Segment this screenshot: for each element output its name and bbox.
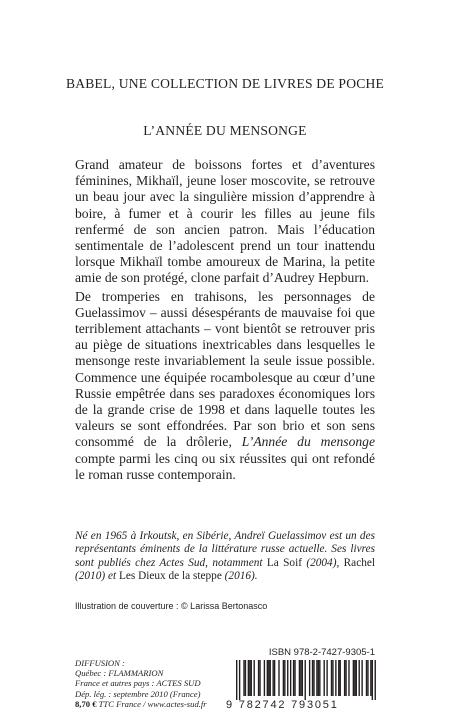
barcode-bar bbox=[272, 660, 273, 696]
barcode-bar bbox=[335, 660, 336, 696]
barcode-bar bbox=[331, 660, 332, 696]
barcode-bar bbox=[340, 660, 341, 696]
synopsis-paragraph-2 bbox=[75, 289, 375, 483]
synopsis-paragraph-2-end: compte parmi les cinq ou six réussites qui ont refondé le roman russe contemporain. bbox=[75, 450, 375, 482]
barcode-bar bbox=[318, 660, 319, 696]
barcode-bar bbox=[356, 660, 357, 696]
price-line bbox=[75, 699, 225, 709]
barcode-bar bbox=[290, 660, 291, 696]
barcode-bar bbox=[274, 660, 275, 696]
barcode-bar bbox=[239, 660, 240, 700]
barcode-bar bbox=[344, 660, 345, 696]
collection-title: BABEL, UNE COLLECTION DE LIVRES DE POCHE bbox=[66, 76, 384, 91]
barcode-bar bbox=[353, 660, 354, 696]
author-bio-text: Né en 1965 à Irkoutsk, en Sibérie, Andreï Guelassimov est un des représentants éminents de la littérature russe actuelle. Ses livres sont publiés chez Actes Sud, notamment bbox=[75, 530, 375, 569]
barcode-bar bbox=[302, 660, 303, 696]
barcode-bar bbox=[309, 660, 310, 696]
barcode-bar bbox=[284, 660, 285, 696]
barcode-bar bbox=[332, 660, 333, 696]
barcode-bar bbox=[249, 660, 250, 696]
barcode-bar bbox=[359, 660, 360, 696]
barcode-bar bbox=[361, 660, 362, 696]
barcode-bar bbox=[248, 660, 249, 696]
price-amount: 8,70 € bbox=[75, 698, 97, 709]
synopsis bbox=[75, 157, 375, 483]
barcode-bar bbox=[348, 660, 349, 696]
barcode-bar bbox=[324, 660, 325, 696]
barcode-bar bbox=[312, 660, 313, 696]
barcode-bar bbox=[243, 660, 244, 696]
barcode-bar bbox=[245, 660, 246, 696]
barcode-bar bbox=[367, 660, 368, 696]
distribution-quebec: Québec : FLAMMARION bbox=[75, 668, 164, 679]
barcode-bar bbox=[267, 660, 268, 696]
barcode-bar bbox=[300, 660, 301, 696]
distribution-heading: DIFFUSION : bbox=[75, 658, 125, 668]
barcode-bar bbox=[326, 660, 327, 696]
barcode-bar bbox=[236, 660, 237, 700]
barcode-bar bbox=[299, 660, 300, 696]
barcode-bar bbox=[294, 660, 295, 696]
barcode-bar bbox=[270, 660, 271, 696]
barcode-bar bbox=[316, 660, 317, 696]
barcode-bar bbox=[278, 660, 279, 696]
legal-deposit: Dép. lég. : septembre 2010 (France) bbox=[75, 688, 201, 699]
barcode-bar bbox=[375, 660, 376, 700]
author-bio bbox=[75, 530, 375, 584]
barcode-bar bbox=[366, 660, 367, 696]
barcode-bar bbox=[305, 660, 306, 700]
barcode-bar bbox=[259, 660, 260, 696]
barcode-bar bbox=[258, 660, 259, 696]
barcode-bar bbox=[283, 660, 284, 696]
synopsis-book-title: L’Année du mensonge bbox=[241, 434, 375, 450]
synopsis-paragraph-1: Grand amateur de boissons fortes et d’aventures féminines, Mikhaïl, jeune loser moscovite, se retrouve un beau jour avec la singulière mission d’apprendre à boire, à fumer et à courir les filles au jeune fils renfermé de son ancien patron. Mais l’éducation sentimentale de l’adolescent prend un tour inattendu lorsque Mikhaïl tombe amoureux de Marina, la petite amie de son protégé, clone parfait d’Audrey Hepburn. bbox=[75, 157, 375, 286]
barcode-bar bbox=[345, 660, 346, 696]
barcode-bar bbox=[254, 660, 255, 696]
author-book-1-year: (2004), bbox=[301, 556, 344, 569]
barcode-bar bbox=[372, 660, 373, 700]
illustration-credit: Illustration de couverture : © Larissa Bertonasco bbox=[75, 601, 268, 611]
barcode-digits: 9 782742 793051 bbox=[226, 699, 339, 711]
book-title: L’ANNÉE DU MENSONGE bbox=[143, 123, 307, 138]
barcode-bar bbox=[319, 660, 320, 696]
author-bio-and: et bbox=[107, 570, 119, 583]
barcode-bar bbox=[264, 660, 265, 696]
author-book-2-year: (2010) bbox=[75, 570, 108, 583]
author-book-1: La Soif bbox=[266, 556, 302, 569]
barcode-bar bbox=[251, 660, 252, 696]
barcode-bar bbox=[313, 660, 314, 696]
barcode-bar bbox=[354, 660, 355, 696]
barcode-bar bbox=[370, 660, 371, 696]
barcode bbox=[236, 660, 376, 704]
price-details: TTC France / www.actes-sud.fr bbox=[96, 698, 207, 709]
barcode-bar bbox=[268, 660, 269, 696]
barcode-bar bbox=[338, 660, 339, 696]
author-book-2: Rachel bbox=[343, 556, 376, 569]
barcode-icon bbox=[236, 660, 376, 700]
synopsis-paragraph-2-start: De tromperies en trahisons, les personnages de Guelassimov – aussi désespérants de mauvaise foi que terriblement attachants – vont bientôt se retrouver pris au piège de situations inextricables dans lesquelles le mensonge reste invariablement la seule issue possible. Commence une équipée rocambolesque au cœur d’une Russie empêtrée dans ses paradoxes économiques lors de la grande crise de 1998 et dans laquelle toutes les valeurs se sont effondrées. Par son brio et son sens consommé de la drôlerie, bbox=[75, 288, 375, 450]
isbn: ISBN 978-2-7427-9305-1 bbox=[268, 647, 375, 658]
distribution-info bbox=[75, 658, 225, 709]
barcode-bar bbox=[287, 660, 288, 696]
author-book-3: Les Dieux de la steppe bbox=[118, 570, 222, 583]
distribution-others: France et autres pays : ACTES SUD bbox=[75, 678, 201, 689]
barcode-bar bbox=[293, 660, 294, 696]
author-book-3-year: (2016). bbox=[221, 570, 258, 583]
